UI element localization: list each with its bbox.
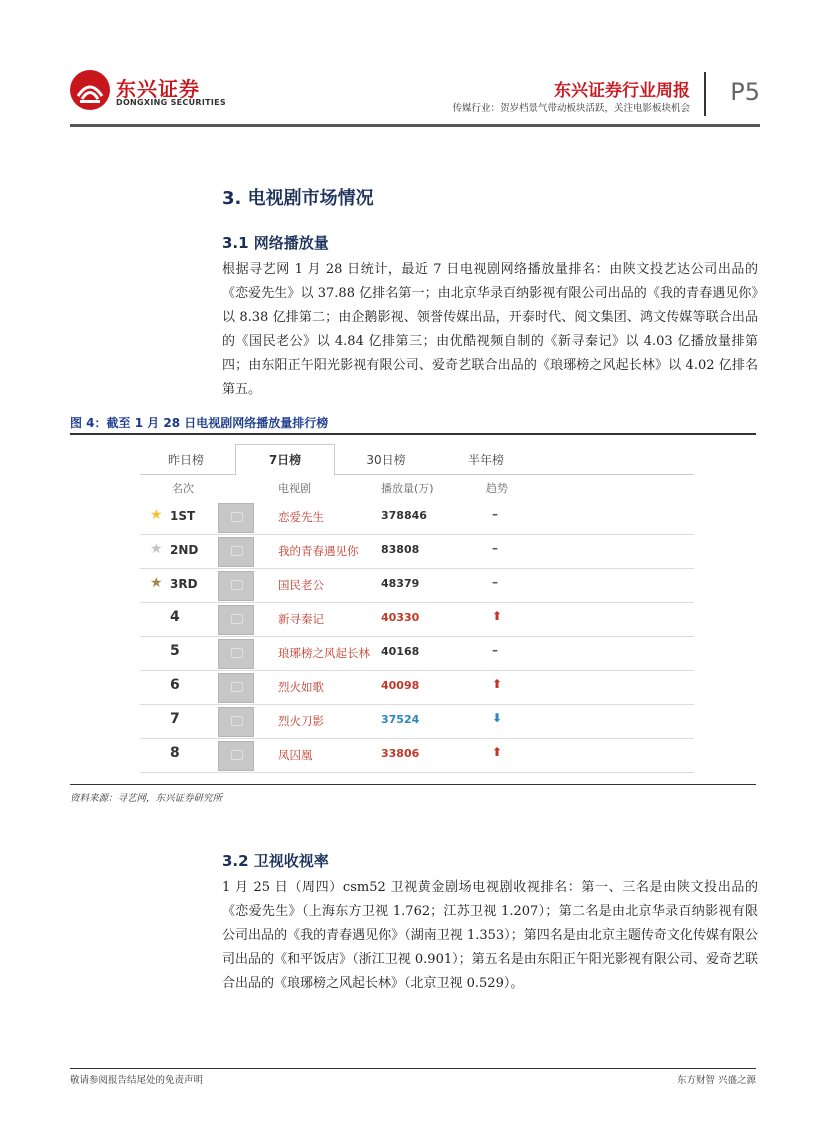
ranking-row[interactable]	[140, 500, 694, 535]
ranking-row[interactable]	[140, 738, 694, 773]
footer-disclaimer: 敬请参阅报告结尾处的免责声明	[70, 1075, 204, 1086]
rank-label: 7	[170, 711, 180, 727]
tab-7day[interactable]: 7日榜	[235, 444, 335, 476]
play-count: 40098	[381, 679, 420, 692]
image-placeholder-icon	[231, 614, 243, 624]
subsection-heading-ratings: 3.2 卫视收视率	[222, 852, 329, 870]
poster-thumbnail[interactable]	[218, 673, 254, 703]
rank-label: 1ST	[170, 509, 196, 523]
play-count: 378846	[381, 509, 427, 522]
poster-thumbnail[interactable]	[218, 503, 254, 533]
section-heading: 3. 电视剧市场情况	[222, 188, 374, 209]
ranking-row[interactable]	[140, 602, 694, 637]
rank-label: 2ND	[170, 543, 199, 557]
image-placeholder-icon	[231, 682, 243, 692]
image-placeholder-icon	[231, 580, 243, 590]
poster-thumbnail[interactable]	[218, 605, 254, 635]
header-divider	[704, 72, 706, 116]
poster-thumbnail[interactable]	[218, 537, 254, 567]
rank-label: 3RD	[170, 577, 198, 591]
show-title-link[interactable]: 琅琊榜之风起长林	[278, 646, 370, 660]
tab-30day[interactable]: 30日榜	[366, 453, 406, 467]
ranking-row[interactable]	[140, 704, 694, 739]
play-count: 83808	[381, 543, 420, 556]
play-count: 40168	[381, 645, 420, 658]
play-count: 40330	[381, 611, 420, 624]
rank-star-icon: ★	[150, 507, 163, 523]
col-show: 电视剧	[278, 482, 311, 495]
play-count: 33806	[381, 747, 420, 760]
logo-cn-text: 东兴证券	[116, 77, 200, 101]
tab-yesterday[interactable]: 昨日榜	[167, 453, 204, 467]
image-placeholder-icon	[231, 546, 243, 556]
play-count: 48379	[381, 577, 420, 590]
col-plays: 播放量(万)	[381, 482, 434, 495]
poster-thumbnail[interactable]	[218, 707, 254, 737]
show-title-link[interactable]: 烈火如歌	[278, 680, 324, 694]
show-title-link[interactable]: 新寻秦记	[278, 612, 324, 626]
logo-mark-icon	[70, 70, 110, 110]
company-logo	[70, 70, 230, 116]
play-count: 37524	[381, 713, 420, 726]
footer-rule	[70, 1068, 756, 1069]
col-trend: 趋势	[486, 482, 508, 495]
figure-rule	[70, 433, 756, 435]
logo-en-text: DONGXING SECURITIES	[116, 98, 226, 107]
header-rule	[70, 124, 760, 127]
ranking-tabs	[140, 446, 694, 475]
poster-thumbnail[interactable]	[218, 571, 254, 601]
ranking-header-row	[140, 477, 694, 497]
ranking-row[interactable]	[140, 670, 694, 705]
rank-star-icon: ★	[150, 541, 163, 557]
poster-thumbnail[interactable]	[218, 639, 254, 669]
image-placeholder-icon	[231, 512, 243, 522]
paragraph-tv-ratings: 1 月 25 日（周四）csm52 卫视黄金剧场电视剧收视排名：第一、三名是由陕文投出品的《恋爱先生》（上海东方卫视 1.762；江苏卫视 1.207）；第二名是由北京华录百纳影视有限公司出品的《我的青春遇见你》（湖南卫视 1.353）；第四名是由北京主题传奇文化传媒有限公司出品的《和平饭店》（浙江卫视 0.901）；第五名是由东阳正午阳光影视有限公司、爱奇艺联合出品的《琅琊榜之风起长林》（北京卫视 0.529）。	[222, 880, 758, 991]
ranking-row[interactable]	[140, 568, 694, 603]
show-title-link[interactable]: 我的青春遇见你	[278, 544, 359, 558]
rank-star-icon: ★	[150, 575, 163, 591]
rank-label: 8	[170, 745, 180, 761]
image-placeholder-icon	[231, 648, 243, 658]
trend-icon: ⬆	[492, 745, 503, 759]
trend-icon: –	[492, 643, 498, 657]
subsection-heading-online: 3.1 网络播放量	[222, 234, 329, 252]
source-rule	[70, 784, 756, 785]
poster-thumbnail[interactable]	[218, 741, 254, 771]
ranking-row[interactable]	[140, 636, 694, 671]
show-title-link[interactable]: 国民老公	[278, 578, 324, 592]
trend-icon: ⬆	[492, 609, 503, 623]
paragraph-online-plays: 根据寻艺网 1 月 28 日统计，最近 7 日电视剧网络播放量排名：由陕文投艺达公司出品的《恋爱先生》以 37.88 亿排名第一；由北京华录百纳影视有限公司出品的《我的青春遇见你》以 8.38 亿排第二；由企鹅影视、领誉传媒出品，开泰时代、阅文集团、鸿文传媒等联合出品的《国民老公》以 4.84 亿排第三；由优酷视频自制的《新寻秦记》以 4.03 亿播放量排第四；由东阳正午阳光影视有限公司、爱奇艺联合出品的《琅琊榜之风起长林》以 4.02 亿排名第五。	[222, 262, 758, 397]
figure-source: 资料来源：寻艺网，东兴证券研究所	[70, 793, 223, 804]
show-title-link[interactable]: 凤囚凰	[278, 748, 313, 762]
footer-slogan: 东方财智 兴盛之源	[676, 1075, 756, 1086]
rank-label: 5	[170, 643, 180, 659]
trend-icon: –	[492, 575, 498, 589]
report-title: 东兴证券行业周报	[554, 81, 690, 101]
tab-halfyear[interactable]: 半年榜	[467, 453, 504, 467]
report-subtitle: 传媒行业：贺岁档景气带动板块活跃，关注电影板块机会	[452, 103, 690, 114]
show-title-link[interactable]: 恋爱先生	[278, 510, 324, 524]
page-number: P5	[730, 78, 760, 106]
trend-icon: ⬇	[492, 711, 503, 725]
image-placeholder-icon	[231, 750, 243, 760]
figure-title: 图 4：截至 1 月 28 日电视剧网络播放量排行榜	[70, 416, 329, 430]
trend-icon: –	[492, 507, 498, 521]
trend-icon: ⬆	[492, 677, 503, 691]
page-header	[70, 68, 760, 124]
trend-icon: –	[492, 541, 498, 555]
rank-label: 4	[170, 609, 180, 625]
ranking-row[interactable]	[140, 534, 694, 569]
image-placeholder-icon	[231, 716, 243, 726]
rank-label: 6	[170, 677, 180, 693]
col-rank: 名次	[172, 482, 194, 495]
show-title-link[interactable]: 烈火刀影	[278, 714, 324, 728]
